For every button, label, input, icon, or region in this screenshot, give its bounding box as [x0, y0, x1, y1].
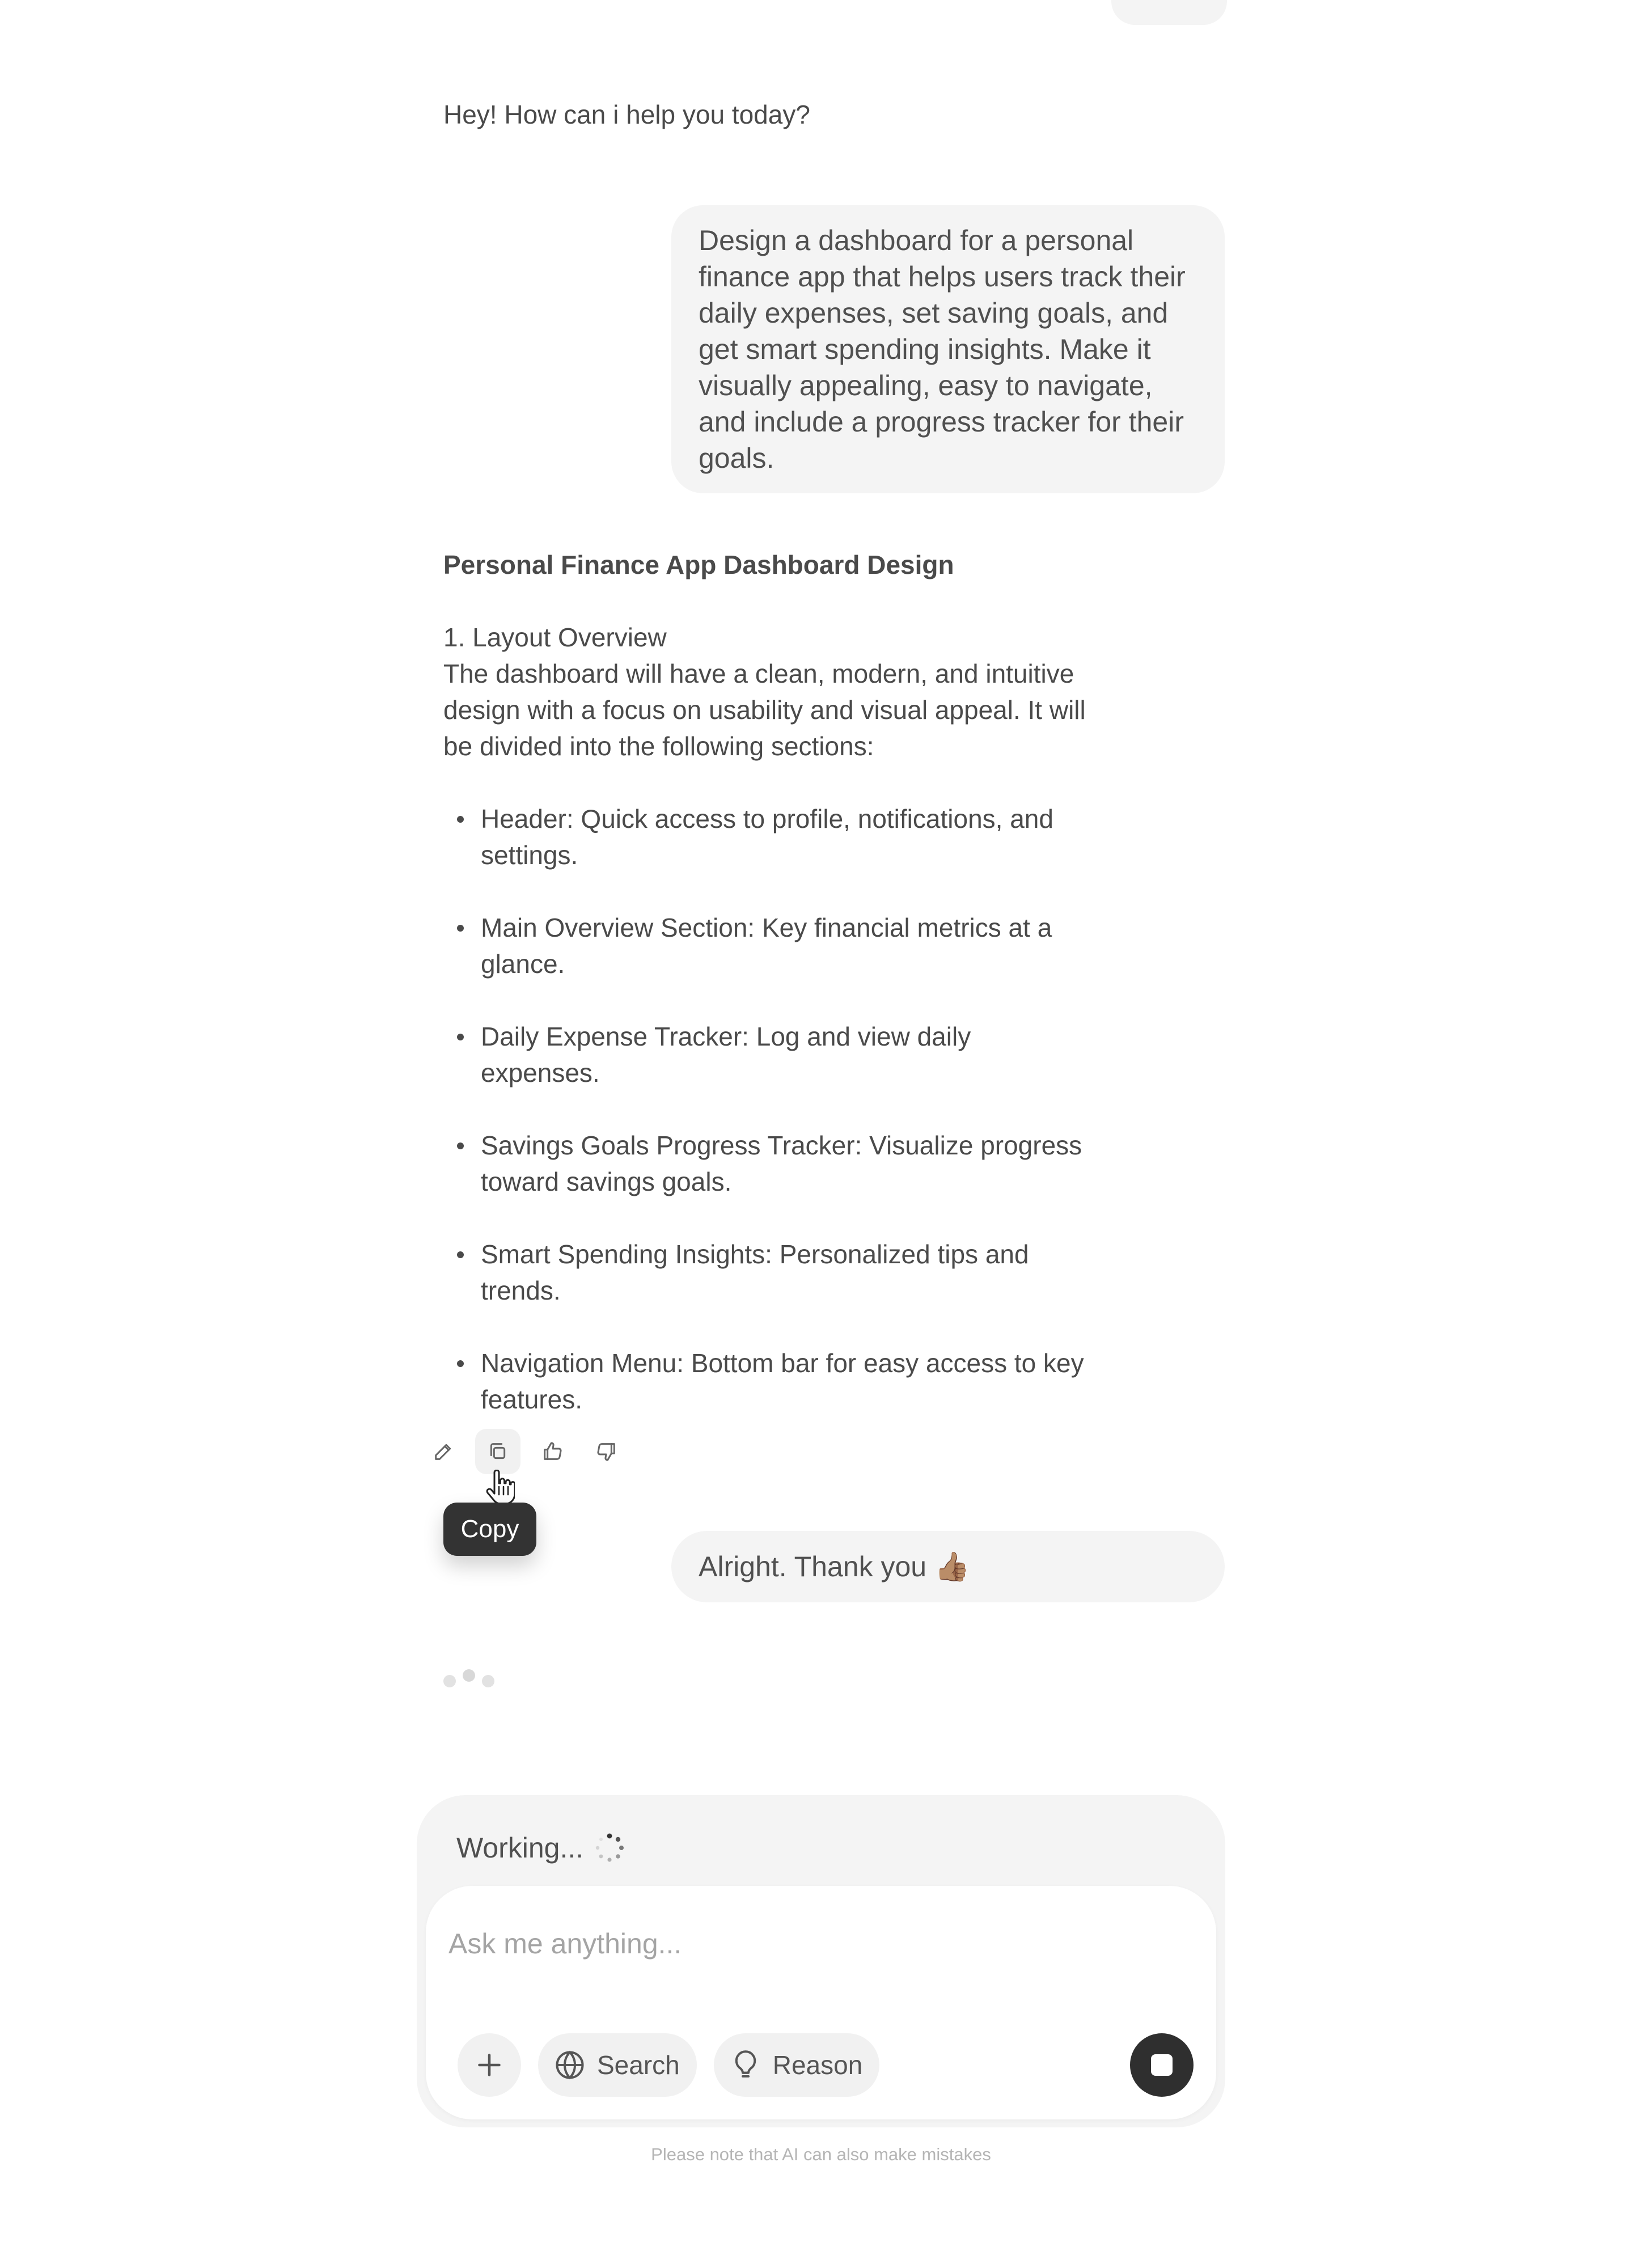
plus-icon — [472, 2048, 506, 2082]
list-item: Savings Goals Progress Tracker: Visualize progress toward savings goals. — [443, 1127, 1090, 1200]
previous-user-message-bubble — [1111, 0, 1227, 25]
typing-dot — [482, 1675, 494, 1687]
thumbs-down-button[interactable] — [584, 1429, 629, 1474]
search-button[interactable] — [538, 2033, 697, 2097]
lightbulb-icon — [729, 2048, 763, 2082]
copy-tooltip: Copy — [443, 1503, 536, 1556]
list-item: Header: Quick access to profile, notifications, and settings. — [443, 801, 1090, 873]
edit-icon — [432, 1440, 455, 1463]
assistant-greeting-message: Hey! How can i help you today? — [443, 100, 810, 129]
add-attachment-button[interactable] — [458, 2033, 521, 2097]
thumbs-down-icon — [595, 1440, 618, 1463]
globe-icon — [553, 2048, 587, 2082]
answer-intro: The dashboard will have a clean, modern, and intuitive design with a focus on usability and visual appeal. It will be divided into the following sections: — [443, 659, 1086, 761]
input-card — [426, 1886, 1216, 2119]
message-input[interactable] — [448, 1923, 1129, 1964]
message-actions — [421, 1429, 629, 1474]
disclaimer-note: Please note that AI can also make mistakes — [651, 2144, 991, 2164]
answer-section-heading: 1. Layout Overview — [443, 623, 667, 652]
user-message-bubble: Alright. Thank you 👍🏽 — [671, 1531, 1225, 1602]
answer-title: Personal Finance App Dashboard Design — [443, 550, 954, 579]
typing-indicator — [443, 1661, 500, 1690]
stop-generation-button[interactable] — [1130, 2033, 1194, 2097]
composer-tools — [458, 2033, 879, 2097]
typing-dot — [463, 1669, 475, 1682]
hand-cursor-icon — [485, 1470, 515, 1505]
list-item: Smart Spending Insights: Personalized tips and trends. — [443, 1236, 1090, 1309]
copy-button[interactable] — [475, 1429, 520, 1474]
working-status-text: Working... — [456, 1832, 584, 1864]
typing-dot — [443, 1675, 456, 1687]
thumbs-up-button[interactable] — [530, 1429, 575, 1474]
answer-bullet-list — [443, 801, 1090, 1417]
copy-icon — [486, 1440, 509, 1463]
working-status — [456, 1828, 625, 1868]
reason-button[interactable] — [714, 2033, 880, 2097]
edit-button[interactable] — [421, 1429, 466, 1474]
list-item: Main Overview Section: Key financial metrics at a glance. — [443, 909, 1090, 982]
assistant-answer — [443, 547, 1090, 1454]
loading-spinner-icon — [594, 1832, 625, 1864]
message-composer — [417, 1795, 1225, 2127]
search-button-label: Search — [597, 2050, 680, 2080]
reason-button-label: Reason — [772, 2050, 863, 2080]
list-item: Daily Expense Tracker: Log and view daily expenses. — [443, 1018, 1090, 1091]
thumbs-up-icon — [541, 1440, 564, 1463]
stop-icon — [1151, 2054, 1173, 2076]
list-item: Navigation Menu: Bottom bar for easy access to key features. — [443, 1345, 1090, 1417]
user-message-bubble: Design a dashboard for a personal finance app that helps users track their daily expenses, set saving goals, and get smart spending insights. Make it visually appealing, easy to navigate, and include a progress tracker for their goals. — [671, 205, 1225, 493]
